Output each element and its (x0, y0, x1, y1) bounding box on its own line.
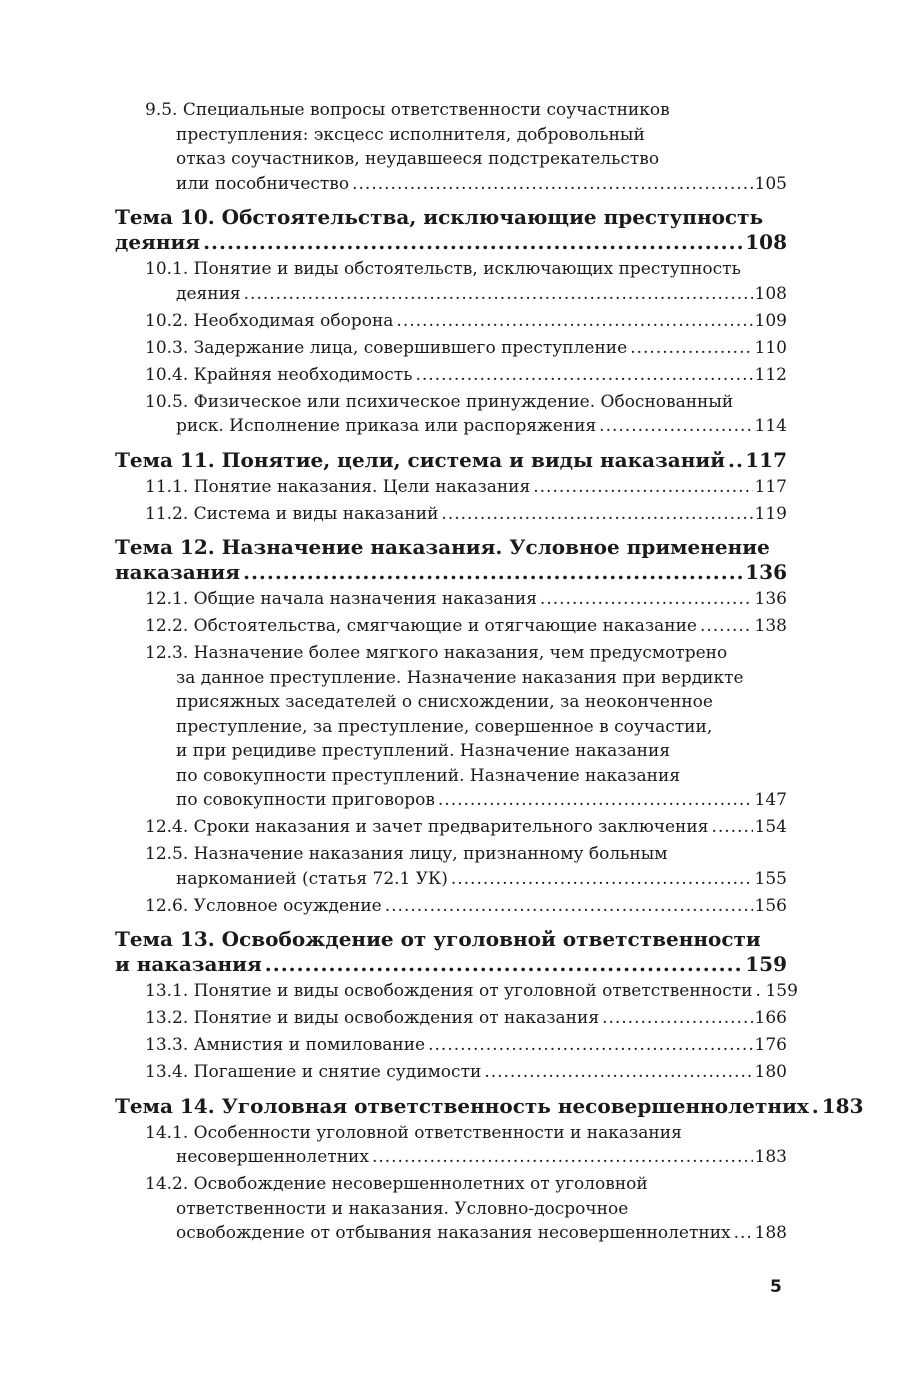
toc-topic (115, 535, 787, 585)
toc-subsection (115, 842, 787, 891)
dot-leader (602, 1006, 752, 1031)
toc-page-number: 155 (754, 868, 787, 889)
toc-line-text: освобождение от отбывания наказания несовершеннолетних (176, 1223, 731, 1243)
toc-line-text: деяния (115, 230, 201, 254)
toc-subsection (115, 390, 787, 439)
toc-page-number: 188 (754, 1223, 787, 1243)
dot-leader (385, 894, 753, 919)
toc-line-text: 10.2. Необходимая оборона (145, 310, 394, 331)
toc-line-text: присяжных заседателей о снисхождении, за неоконченное (176, 692, 713, 712)
toc-line-text: по совокупности приговоров (176, 790, 435, 810)
toc-line (115, 842, 787, 867)
toc-line-text: отказ соучастников, неудавшееся подстрекательство (176, 149, 660, 169)
toc-page-number: 166 (754, 1008, 787, 1028)
toc-line-text: 10.1. Понятие и виды обстоятельств, исключающих преступность (145, 259, 741, 279)
toc-line-text: и наказания (115, 952, 262, 976)
dot-leader (441, 502, 752, 527)
toc-line (115, 764, 787, 789)
toc-line-text: 12.1. Общие начала назначения наказания (145, 589, 537, 609)
toc-line-text: 12.2. Обстоятельства, смягчающие и отягчающие наказание (145, 616, 697, 636)
toc-page-number: 119 (754, 503, 787, 524)
toc-line (115, 666, 787, 691)
dot-leader (540, 587, 753, 612)
toc-line-text: 9.5. Специальные вопросы ответственности соучастников (145, 100, 670, 120)
toc-topic (115, 927, 787, 977)
toc-page-number: 108 (754, 283, 787, 304)
toc-line (115, 894, 787, 919)
toc-line (115, 282, 787, 307)
toc-topic (115, 448, 787, 473)
toc-line-text: преступления: эксцесс исполнителя, добровольный (176, 124, 645, 145)
table-of-contents (115, 98, 864, 1246)
toc-line (115, 257, 787, 282)
toc-line (115, 1093, 864, 1119)
toc-line (115, 1145, 787, 1170)
toc-line (115, 390, 787, 415)
toc-line-text: 13.4. Погашение и снятие судимости (145, 1062, 482, 1082)
toc-line-text: Тема 12. Назначение наказания. Условное применение (115, 535, 770, 559)
toc-line-text: за данное преступление. Назначение наказания при вердикте (176, 667, 744, 688)
toc-line (115, 230, 787, 255)
toc-subsection (115, 98, 787, 196)
toc-page-number: 147 (754, 790, 787, 810)
toc-page-number: 183 (754, 1147, 787, 1167)
dot-leader (755, 979, 763, 1004)
dot-leader (700, 614, 753, 639)
toc-line-text: несовершеннолетних (176, 1147, 369, 1167)
toc-page-number: 114 (754, 416, 787, 436)
dot-leader (265, 952, 743, 977)
toc-line (115, 363, 787, 388)
dot-leader (711, 815, 752, 840)
toc-line (115, 205, 787, 230)
dot-leader (428, 1033, 752, 1058)
toc-line-text: наказания (115, 560, 240, 584)
dot-leader (203, 230, 743, 255)
toc-subsection (115, 815, 787, 840)
toc-line-text: 12.6. Условное осуждение (145, 895, 382, 916)
toc-subsection (115, 475, 787, 500)
toc-line (115, 815, 787, 840)
toc-line (115, 715, 787, 740)
toc-subsection (115, 979, 798, 1004)
toc-line-text: 12.4. Сроки наказания и зачет предварительного заключения (145, 817, 709, 837)
toc-page-number: 136 (754, 589, 787, 609)
toc-line (115, 502, 787, 527)
toc-line (115, 475, 787, 500)
toc-line (115, 123, 787, 148)
toc-line (115, 1006, 787, 1031)
dot-leader (243, 560, 743, 585)
toc-line (115, 1121, 787, 1146)
toc-page-number: 110 (754, 337, 787, 358)
toc-subsection (115, 1121, 787, 1170)
toc-line (115, 739, 787, 764)
toc-line-text: преступление, за преступление, совершенное в соучастии, (176, 716, 713, 737)
toc-line (115, 309, 787, 334)
toc-topic (115, 1093, 864, 1119)
dot-leader (396, 309, 752, 334)
toc-page-number: 154 (754, 817, 787, 837)
toc-subsection (115, 1060, 787, 1085)
toc-page-number: 108 (745, 230, 787, 254)
toc-page-number: 117 (745, 447, 787, 472)
toc-line-text: ответственности и наказания. Условно-досрочное (176, 1198, 629, 1219)
dot-leader (533, 475, 752, 500)
toc-line (115, 336, 787, 361)
toc-page-number: 105 (754, 173, 787, 194)
dot-leader (734, 1221, 753, 1246)
toc-line (115, 690, 787, 715)
toc-line-text: 10.3. Задержание лица, совершившего преступление (145, 337, 628, 358)
dot-leader (484, 1060, 752, 1085)
toc-line-text: 12.5. Назначение наказания лицу, признанному больным (145, 844, 668, 864)
toc-line-text: риск. Исполнение приказа или распоряжения (176, 416, 597, 436)
toc-subsection (115, 336, 787, 361)
dot-leader (599, 414, 752, 439)
toc-line (115, 98, 787, 123)
toc-line (115, 1060, 787, 1085)
toc-line (115, 535, 787, 560)
toc-line-text: 14.2. Освобождение несовершеннолетних от уголовной (145, 1174, 648, 1194)
toc-line-text: 11.1. Понятие наказания. Цели наказания (145, 476, 531, 497)
toc-line (115, 614, 787, 639)
toc-line (115, 1197, 787, 1222)
toc-line-text: 13.1. Понятие и виды освобождения от уголовной ответственности (145, 981, 753, 1001)
dot-leader (451, 867, 753, 892)
toc-line (115, 587, 787, 612)
toc-page-number: 183 (821, 1093, 864, 1118)
toc-line (115, 448, 787, 473)
toc-subsection (115, 1033, 787, 1058)
dot-leader (415, 363, 752, 388)
toc-subsection (115, 587, 787, 612)
toc-line-text: 14.1. Особенности уголовной ответственности и наказания (145, 1122, 682, 1143)
toc-page-number: 176 (754, 1035, 787, 1055)
toc-line-text: 11.2. Система и виды наказаний (145, 503, 439, 524)
toc-line (115, 1172, 787, 1197)
toc-line (115, 867, 787, 892)
dot-leader (438, 788, 753, 813)
dot-leader (812, 1094, 820, 1119)
toc-line (115, 641, 787, 666)
toc-subsection (115, 1006, 787, 1031)
toc-page-number: 156 (754, 895, 787, 916)
dot-leader (630, 336, 752, 361)
toc-line (115, 147, 787, 172)
dot-leader (372, 1145, 753, 1170)
toc-subsection (115, 257, 787, 306)
toc-line (115, 172, 787, 197)
toc-page-number: 159 (745, 952, 787, 976)
toc-page-number: 117 (754, 476, 787, 497)
toc-line (115, 979, 798, 1004)
toc-line-text: 10.5. Физическое или психическое принуждение. Обоснованный (145, 391, 734, 412)
toc-line-text: 13.2. Понятие и виды освобождения от наказания (145, 1008, 600, 1028)
toc-page-number: 112 (754, 364, 787, 385)
toc-line-text: 10.4. Крайняя необходимость (145, 364, 413, 385)
toc-line (115, 788, 787, 813)
toc-line (115, 414, 787, 439)
toc-subsection (115, 614, 787, 639)
toc-line-text: или пособничество (176, 173, 350, 194)
toc-line (115, 927, 787, 952)
toc-line-text: наркоманией (статья 72.1 УК) (176, 868, 448, 889)
toc-subsection (115, 894, 787, 919)
page-number: 5 (770, 1277, 782, 1297)
toc-line-text: Тема 13. Освобождение от уголовной ответственности (115, 927, 761, 951)
toc-page-number: 159 (765, 981, 798, 1001)
dot-leader (244, 282, 753, 307)
toc-page-number: 138 (754, 616, 787, 636)
toc-line-text: и при рецидиве преступлений. Назначение наказания (176, 741, 671, 761)
toc-line-text: 12.3. Назначение более мягкого наказания, чем предусмотрено (145, 643, 728, 663)
toc-page-number: 180 (754, 1062, 787, 1082)
toc-subsection (115, 363, 787, 388)
toc-line-text: Тема 10. Обстоятельства, исключающие преступность (115, 205, 764, 229)
toc-line-text: Тема 14. Уголовная ответственность несовершеннолетних (115, 1093, 809, 1118)
toc-subsection (115, 502, 787, 527)
dot-leader (352, 172, 752, 197)
toc-page-number: 136 (745, 560, 787, 584)
toc-line-text: по совокупности преступлений. Назначение наказания (176, 765, 681, 786)
dot-leader (728, 448, 743, 473)
toc-line-text: деяния (176, 283, 241, 304)
toc-line-text: Тема 11. Понятие, цели, система и виды наказаний (115, 447, 726, 472)
toc-topic (115, 205, 787, 255)
toc-line-text: 13.3. Амнистия и помилование (145, 1035, 426, 1055)
toc-line (115, 1221, 787, 1246)
toc-subsection (115, 1172, 787, 1246)
toc-subsection (115, 641, 787, 813)
toc-page-number: 109 (754, 310, 787, 331)
toc-subsection (115, 309, 787, 334)
toc-line (115, 1033, 787, 1058)
toc-line (115, 952, 787, 977)
toc-line (115, 560, 787, 585)
